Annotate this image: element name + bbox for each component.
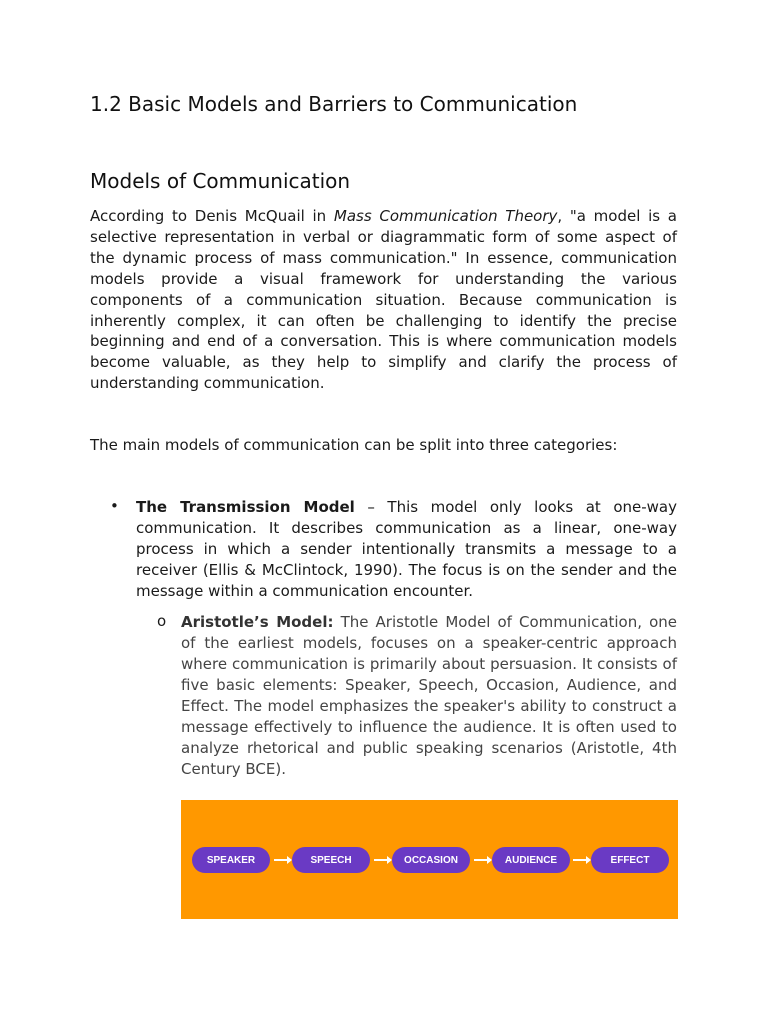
aristotle-model-item [181,612,677,780]
categories-intro: The main models of communication can be split into three categories: [90,436,618,454]
sub-bullet-text: The Aristotle Model of Communication, one of the earliest models, focuses on a speaker-centric approach where communication is primarily about persuasion. It consists of five basic elements: Speaker, Speech, Occasion, Audience, and Effect. The model emphasizes the speaker's ability to construct a message effectively to influence the audience. It is often used to analyze rhetorical and public speaking scenarios (Aristotle, 4th Century BCE). [181,613,678,778]
diagram-node-speech: SPEECH [292,847,370,873]
intro-paragraph [90,206,677,394]
diagram-node-speaker: SPEAKER [192,847,270,873]
section-heading: 1.2 Basic Models and Barriers to Communication [90,92,578,116]
arrow-icon [573,859,587,861]
diagram-node-occasion: OCCASION [392,847,470,873]
arrow-icon [474,859,488,861]
paragraph-body: , "a model is a selective representation in verbal or diagrammatic form of some aspect of the dynamic process of mass communication." In essence, communication models provide a visual framework for understanding the various components of a communication situation. Because communication is inherently complex, it can often be challenging to identify the precise beginning and end of a conversation. This is where communication models become valuable, as they help to simplify and clarify the process of understanding communication. [90,207,677,393]
arrow-icon [374,859,388,861]
subsection-heading: Models of Communication [90,169,351,193]
paragraph-lead: According to Denis McQuail in [90,207,334,225]
diagram-node-audience: AUDIENCE [492,847,570,873]
transmission-model-item [136,497,677,602]
sub-bullet-marker: o [157,612,167,630]
bullet-text: – This model only looks at one-way communication. It describes communication as a linear, one-way process in which a sender intentionally transmits a message to a receiver (Ellis & McClintock, 1990). The focus is on the sender and the message within a communication encounter. [136,498,677,600]
diagram-node-effect: EFFECT [591,847,669,873]
bullet-title: The Transmission Model [136,498,355,516]
book-title: Mass Communication Theory [333,207,558,225]
bullet-marker: • [110,497,119,515]
arrow-icon [274,859,288,861]
aristotle-model-diagram [181,800,678,919]
sub-bullet-title: Aristotle’s Model: [181,613,334,631]
